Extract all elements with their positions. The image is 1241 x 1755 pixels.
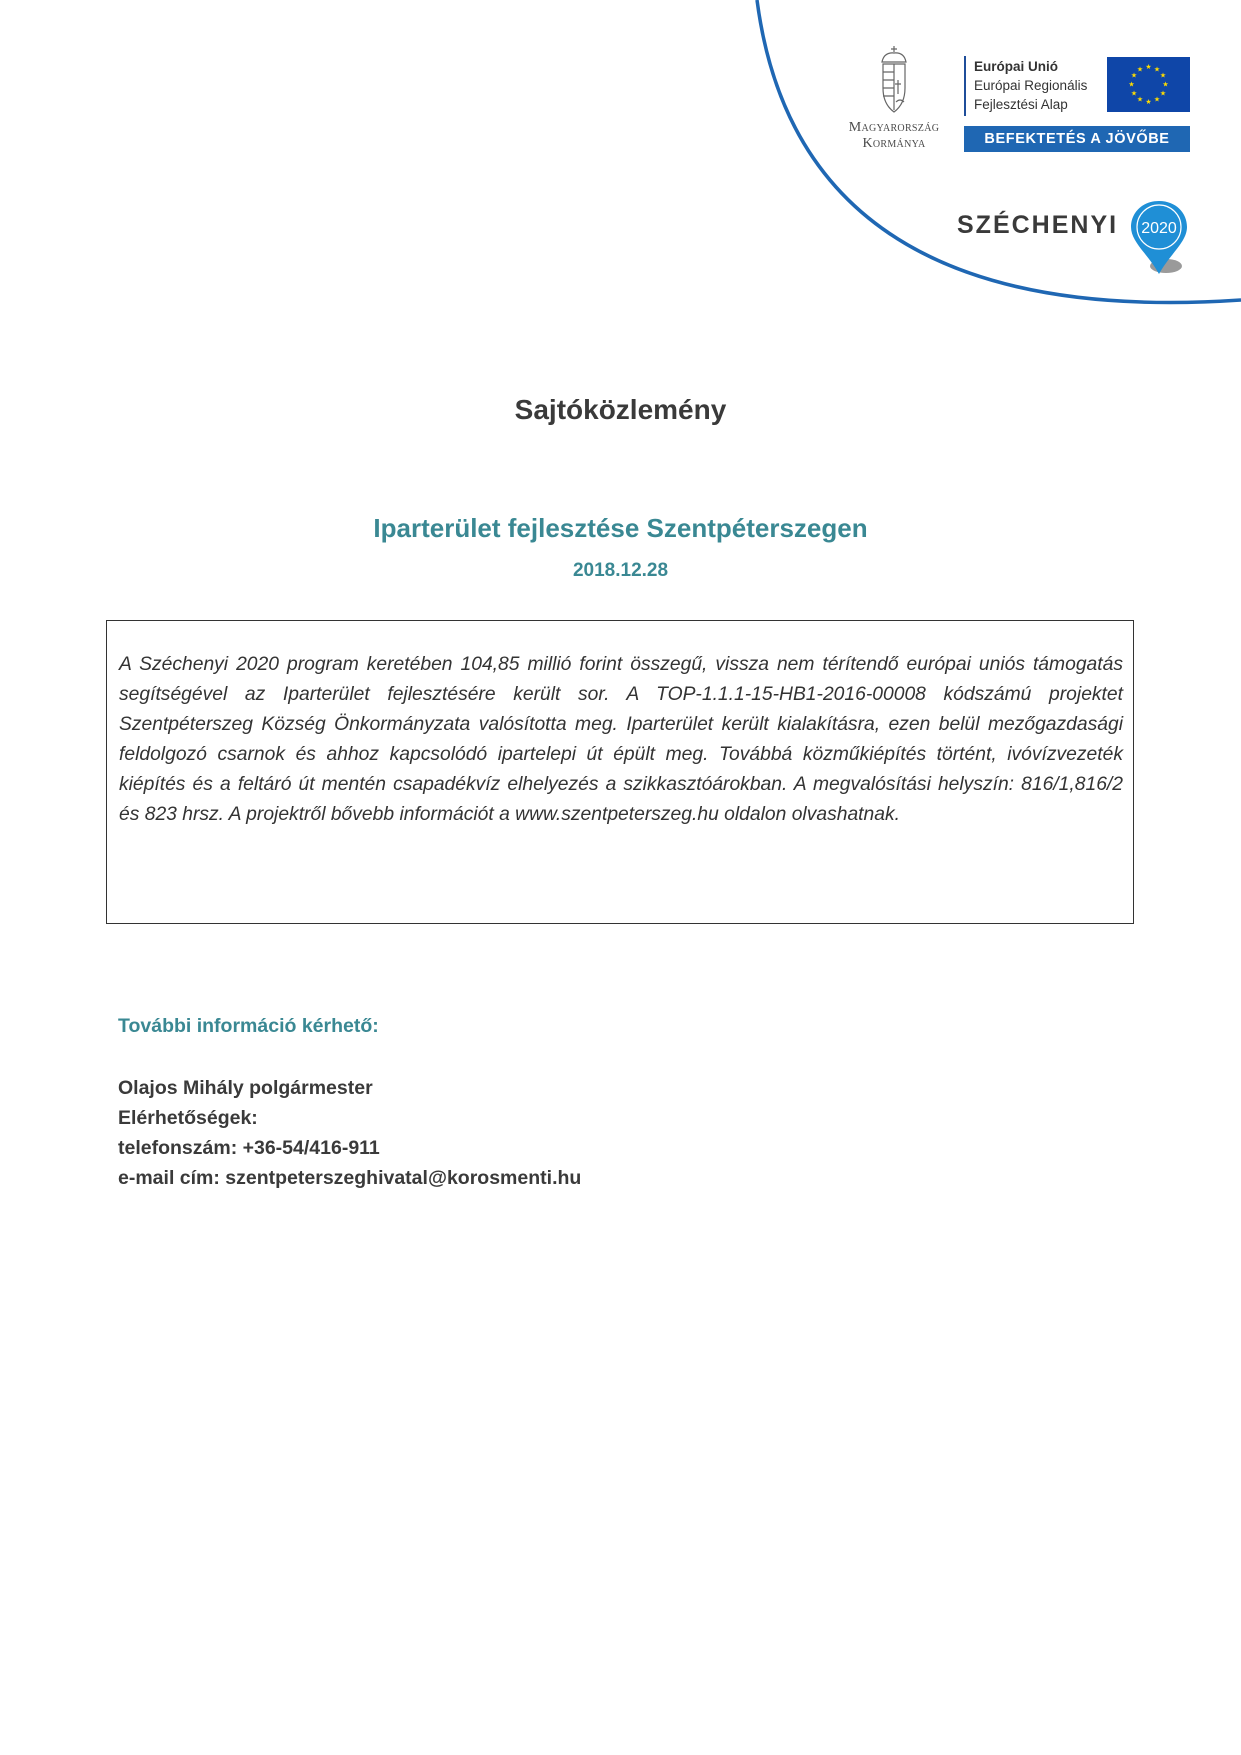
eu-name: Európai Unió bbox=[974, 59, 1058, 74]
eu-flag-icon bbox=[1107, 57, 1190, 112]
eu-logo bbox=[964, 56, 1192, 152]
press-release-body: A Széchenyi 2020 program keretében 104,85 millió forint összegű, vissza nem térítendő európai uniós támogatás segítségével az Iparterület fejlesztésére került sor. A TOP-1.1.1-15-HB1-2016-00008 kódszámú projektet Szentpéterszeg Község Önkormányzata valósította meg. Iparterület került kialakításra, ezen belül mezőgazdasági feldolgozó csarnok és ahhoz kapcsolódó ipartelepi út épült meg. Továbbá közműkiépítés történt, ivóvízvezeték kiépítés és a feltáró út mentén csapadékvíz elhelyezés a szikkasztóárokban. A megvalósítási helyszín: 816/1,816/2 és 823 hrsz. A projektről bővebb információt a www.szentpeterszeg.hu oldalon olvashatnak. bbox=[119, 654, 1123, 825]
svg-text:★: ★ bbox=[1136, 65, 1144, 74]
svg-text:★: ★ bbox=[1145, 98, 1152, 106]
government-logo bbox=[836, 44, 952, 152]
svg-text:★: ★ bbox=[1130, 89, 1138, 98]
hungarian-coat-of-arms-icon bbox=[874, 44, 914, 116]
svg-text:★: ★ bbox=[1153, 65, 1161, 74]
svg-text:★: ★ bbox=[1136, 95, 1144, 104]
svg-text:★: ★ bbox=[1162, 80, 1169, 89]
government-name-line1: Magyarország bbox=[848, 120, 940, 135]
eu-slogan-banner: BEFEKTETÉS A JÖVŐBE bbox=[964, 126, 1190, 152]
contact-email: e-mail cím: szentpeterszeghivatal@korosmenti.hu bbox=[118, 1167, 582, 1189]
government-name-line2: Kormánya bbox=[862, 136, 926, 151]
svg-text:★: ★ bbox=[1159, 71, 1167, 80]
contact-name: Olajos Mihály polgármester bbox=[118, 1077, 373, 1099]
eu-fund-line2: Fejlesztési Alap bbox=[974, 97, 1068, 112]
map-pin-icon bbox=[1124, 198, 1194, 276]
contact-heading: További információ kérhető: bbox=[118, 1015, 379, 1037]
szechenyi-2020-logo bbox=[954, 198, 1194, 278]
header-arc-decoration bbox=[0, 0, 1241, 360]
contact-availability-label: Elérhetőségek: bbox=[118, 1107, 258, 1129]
svg-text:★: ★ bbox=[1159, 89, 1167, 98]
project-title: Iparterület fejlesztése Szentpéterszegen bbox=[373, 513, 868, 543]
eu-logo-divider bbox=[964, 56, 966, 116]
szechenyi-year: 2020 bbox=[1141, 220, 1177, 237]
svg-text:★: ★ bbox=[1145, 63, 1152, 71]
svg-text:★: ★ bbox=[1153, 95, 1161, 104]
svg-text:★: ★ bbox=[1130, 71, 1138, 80]
contact-phone: telefonszám: +36-54/416-911 bbox=[118, 1137, 380, 1159]
publication-date: 2018.12.28 bbox=[572, 560, 669, 581]
eu-stars-icon bbox=[1107, 57, 1190, 112]
szechenyi-wordmark: SZÉCHENYI bbox=[957, 211, 1119, 239]
press-release-box bbox=[106, 620, 1134, 924]
eu-fund-line1: Európai Regionális bbox=[974, 78, 1088, 93]
svg-text:★: ★ bbox=[1128, 80, 1135, 89]
page-title: Sajtóközlemény bbox=[514, 394, 727, 425]
